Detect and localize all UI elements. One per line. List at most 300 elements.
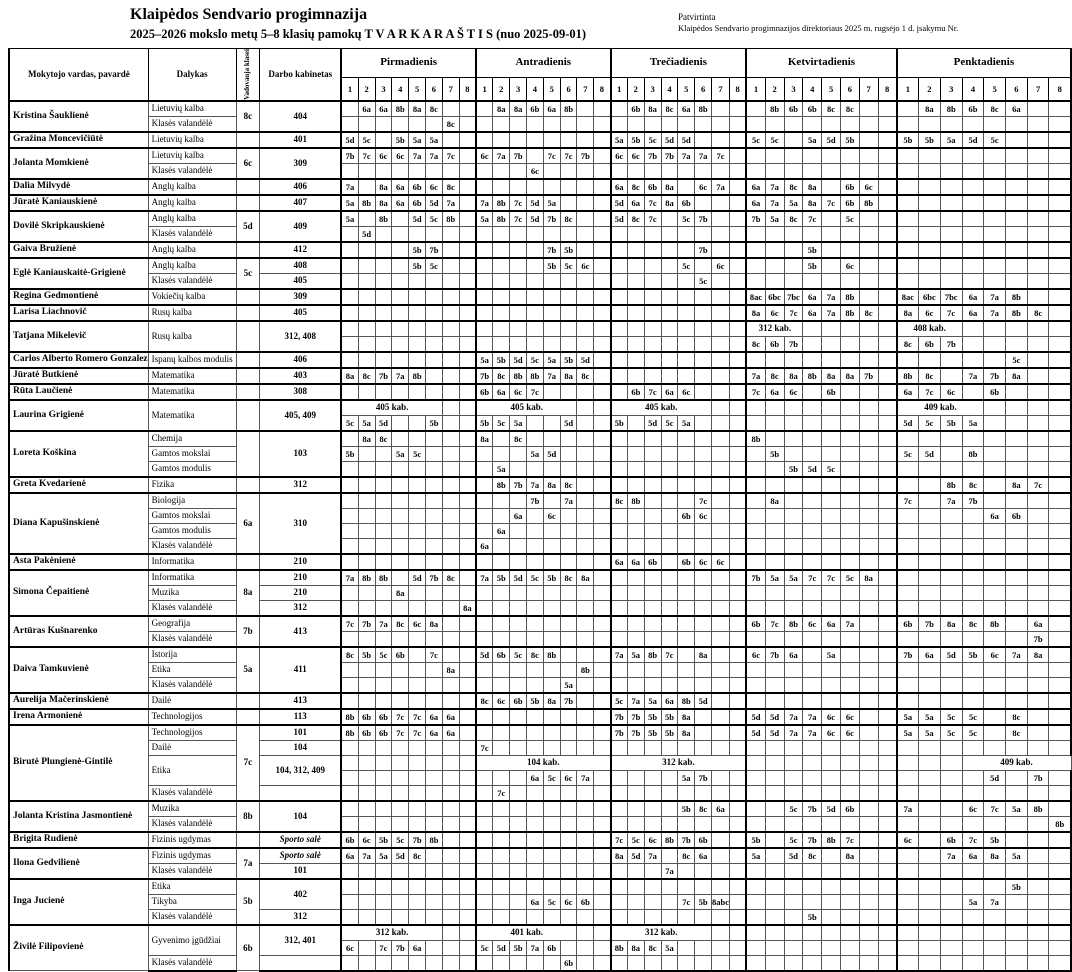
schedule-cell [746, 600, 765, 616]
schedule-cell [784, 677, 803, 693]
schedule-cell: 8b [358, 195, 375, 211]
schedule-cell [1049, 116, 1071, 132]
schedule-cell: 7b [627, 709, 644, 725]
schedule-cell [1049, 740, 1071, 755]
schedule-cell [627, 677, 644, 693]
schedule-cell [577, 415, 594, 431]
schedule-cell [822, 894, 841, 909]
schedule-cell [878, 755, 897, 770]
schedule-cell: 5c [746, 132, 765, 148]
schedule-cell [527, 258, 544, 274]
schedule-cell [476, 801, 493, 817]
schedule-cell [476, 101, 493, 117]
schedule-cell [712, 647, 730, 663]
schedule-cell [560, 132, 577, 148]
schedule-cell [392, 384, 409, 400]
schedule-cell [543, 709, 560, 725]
schedule-cell [1006, 832, 1028, 848]
schedule-cell [784, 493, 803, 509]
schedule-cell: 6b [409, 179, 426, 195]
schedule-cell [712, 336, 730, 352]
schedule-cell [341, 273, 358, 289]
schedule-cell [341, 493, 358, 509]
schedule-cell [476, 132, 493, 148]
schedule-cell [1006, 132, 1028, 148]
schedule-cell: 8b [543, 647, 560, 663]
schedule-cell [730, 400, 747, 416]
schedule-cell [661, 955, 678, 971]
schedule-cell [560, 647, 577, 663]
schedule-cell [878, 258, 897, 274]
schedule-cell [730, 538, 747, 554]
schedule-cell [897, 477, 919, 493]
schedule-cell [678, 321, 695, 337]
schedule-cell: 6c [375, 148, 392, 164]
schedule-cell [577, 211, 594, 227]
schedule-cell [493, 305, 510, 321]
schedule-cell [577, 832, 594, 848]
schedule-cell: 7b [661, 148, 678, 164]
schedule-cell [803, 755, 822, 770]
period-header: 7 [1027, 77, 1049, 101]
subject-cell: Lietuvių kalba [148, 101, 236, 117]
schedule-cell [1027, 848, 1049, 864]
schedule-cell [661, 909, 678, 925]
schedule-cell [1049, 321, 1071, 337]
schedule-cell: 5c [358, 132, 375, 148]
schedule-cell [712, 368, 730, 384]
schedule-cell [803, 955, 822, 971]
schedule-cell [878, 894, 897, 909]
schedule-cell [493, 600, 510, 616]
schedule-cell [661, 879, 678, 895]
schedule-cell [822, 740, 841, 755]
schedule-cell [476, 662, 493, 677]
schedule-cell [644, 909, 661, 925]
schedule-cell [803, 693, 822, 709]
schedule-cell [577, 101, 594, 117]
schedule-cell [510, 226, 527, 242]
schedule-cell [459, 368, 476, 384]
schedule-cell [426, 631, 443, 647]
schedule-cell [712, 431, 730, 447]
schedule-cell [840, 384, 859, 400]
schedule-cell [962, 384, 984, 400]
homeroom-class-cell [236, 384, 260, 400]
subject-cell: Fizinis ugdymas [148, 832, 236, 848]
room-label-cell: 409 kab. [962, 755, 1071, 770]
schedule-cell [560, 709, 577, 725]
schedule-cell: 5c [426, 211, 443, 227]
schedule-cell [822, 909, 841, 925]
schedule-cell [577, 493, 594, 509]
schedule-cell [341, 538, 358, 554]
subject-cell: Klasės valandėlė [148, 816, 236, 832]
schedule-cell [840, 321, 859, 337]
schedule-cell: 8a [897, 305, 919, 321]
schedule-cell [527, 801, 544, 817]
schedule-cell [840, 585, 859, 600]
schedule-cell [409, 816, 426, 832]
schedule-cell: 5d [803, 461, 822, 477]
schedule-cell [712, 321, 730, 337]
schedule-cell [459, 477, 476, 493]
schedule-cell [822, 179, 841, 195]
schedule-cell: 8a [510, 101, 527, 117]
teacher-name: Jolanta Kristina Jasmontienė [9, 801, 148, 832]
schedule-cell [1006, 585, 1028, 600]
schedule-cell: 6c [840, 709, 859, 725]
schedule-cell [962, 816, 984, 832]
schedule-cell [493, 770, 510, 785]
schedule-cell [644, 677, 661, 693]
subject-cell: Anglų kalba [148, 179, 236, 195]
schedule-cell: 7a [984, 305, 1006, 321]
schedule-cell [746, 477, 765, 493]
subject-cell: Klasės valandėlė [148, 863, 236, 879]
schedule-cell: 8c [962, 616, 984, 632]
schedule-cell [1049, 195, 1071, 211]
schedule-cell [712, 585, 730, 600]
schedule-cell [459, 415, 476, 431]
schedule-cell: 7a [984, 894, 1006, 909]
schedule-cell [765, 273, 784, 289]
schedule-cell [765, 585, 784, 600]
schedule-cell [878, 832, 897, 848]
schedule-cell [644, 321, 661, 337]
timetable-row [9, 585, 1071, 600]
schedule-cell [940, 600, 962, 616]
subject-cell: Anglų kalba [148, 258, 236, 274]
schedule-cell [784, 600, 803, 616]
schedule-cell [859, 400, 878, 416]
schedule-cell [962, 538, 984, 554]
schedule-cell [661, 211, 678, 227]
schedule-cell [409, 955, 426, 971]
timetable-row [9, 523, 1071, 538]
schedule-cell [644, 570, 661, 586]
schedule-cell [358, 662, 375, 677]
schedule-cell: 6b [358, 725, 375, 741]
schedule-cell [712, 163, 730, 179]
schedule-cell [878, 352, 897, 368]
schedule-cell: 7c [940, 305, 962, 321]
schedule-cell [940, 352, 962, 368]
homeroom-class-cell: 5d [236, 211, 260, 242]
schedule-cell [560, 508, 577, 523]
schedule-cell [940, 585, 962, 600]
schedule-cell [859, 693, 878, 709]
schedule-cell [730, 461, 747, 477]
timetable-row [9, 163, 1071, 179]
schedule-cell [984, 740, 1006, 755]
schedule-cell [712, 709, 730, 725]
schedule-cell: 7c [919, 384, 941, 400]
schedule-cell [409, 538, 426, 554]
schedule-cell: 8c [859, 305, 878, 321]
schedule-cell: 6c [577, 258, 594, 274]
schedule-cell [822, 600, 841, 616]
teacher-name: Jūratė Butkienė [9, 368, 148, 384]
schedule-cell [459, 554, 476, 570]
schedule-cell: 5b [661, 709, 678, 725]
schedule-cell [543, 585, 560, 600]
schedule-cell [627, 770, 644, 785]
schedule-cell [358, 461, 375, 477]
schedule-cell [784, 755, 803, 770]
schedule-cell: 5d [409, 570, 426, 586]
schedule-cell [962, 909, 984, 925]
schedule-cell [730, 693, 747, 709]
schedule-cell [897, 662, 919, 677]
schedule-cell [611, 116, 628, 132]
schedule-cell [1049, 662, 1071, 677]
schedule-cell: 8a [409, 101, 426, 117]
schedule-cell [784, 400, 803, 416]
schedule-cell [984, 693, 1006, 709]
schedule-cell [730, 132, 747, 148]
schedule-cell: 6b [962, 101, 984, 117]
page-subtitle: 2025–2026 mokslo metų 5–8 klasių pamokų T V A R K A R A Š T I S (nuo 2025-09-01) [130, 27, 587, 41]
schedule-cell [358, 740, 375, 755]
schedule-cell [409, 755, 426, 770]
schedule-cell [746, 770, 765, 785]
schedule-cell [426, 801, 443, 817]
schedule-cell [784, 226, 803, 242]
schedule-cell [712, 289, 730, 305]
schedule-cell: 8c [627, 211, 644, 227]
schedule-cell [594, 321, 611, 337]
schedule-cell [984, 336, 1006, 352]
schedule-cell: 5a [426, 132, 443, 148]
schedule-cell [459, 709, 476, 725]
schedule-cell [822, 163, 841, 179]
schedule-cell [644, 863, 661, 879]
schedule-cell [594, 709, 611, 725]
schedule-cell: 8c [426, 101, 443, 117]
schedule-cell [644, 368, 661, 384]
schedule-cell: 8a [1027, 647, 1049, 663]
schedule-cell [878, 400, 897, 416]
schedule-cell [897, 740, 919, 755]
schedule-cell: 7c [840, 832, 859, 848]
schedule-cell [476, 894, 493, 909]
homeroom-class-cell [236, 179, 260, 195]
schedule-cell [594, 647, 611, 663]
schedule-cell [859, 585, 878, 600]
schedule-cell [919, 570, 941, 586]
homeroom-class-cell [236, 400, 260, 431]
timetable-row [9, 693, 1071, 709]
schedule-cell [644, 273, 661, 289]
teacher-name: Ilona Gedvilienė [9, 848, 148, 879]
schedule-cell [459, 677, 476, 693]
period-header: 7 [859, 77, 878, 101]
schedule-cell [644, 431, 661, 447]
schedule-cell [341, 585, 358, 600]
timetable-row [9, 616, 1071, 632]
room-cell: 406 [260, 179, 342, 195]
schedule-cell [543, 321, 560, 337]
schedule-cell [730, 940, 747, 955]
schedule-cell [859, 538, 878, 554]
schedule-cell [577, 538, 594, 554]
schedule-cell [897, 631, 919, 647]
schedule-cell [840, 863, 859, 879]
schedule-cell: 5a [476, 352, 493, 368]
schedule-cell [611, 863, 628, 879]
schedule-cell [840, 493, 859, 509]
schedule-cell [822, 585, 841, 600]
schedule-cell: 6c [712, 258, 730, 274]
schedule-cell [984, 538, 1006, 554]
schedule-cell [1049, 384, 1071, 400]
schedule-cell [442, 493, 459, 509]
approval-note [678, 12, 958, 34]
room-cell: 312, 408 [260, 321, 342, 352]
schedule-cell: 5a [678, 770, 695, 785]
schedule-cell [765, 755, 784, 770]
schedule-cell: 7c [765, 616, 784, 632]
schedule-cell [409, 647, 426, 663]
schedule-cell [746, 693, 765, 709]
schedule-cell: 6b [644, 179, 661, 195]
schedule-cell: 6a [409, 940, 426, 955]
schedule-cell [560, 179, 577, 195]
schedule-cell [859, 631, 878, 647]
schedule-cell [859, 600, 878, 616]
schedule-cell [510, 461, 527, 477]
timetable-row [9, 647, 1071, 663]
schedule-cell [661, 163, 678, 179]
schedule-cell [459, 273, 476, 289]
page-header [0, 0, 1072, 48]
schedule-cell [594, 909, 611, 925]
schedule-cell [644, 461, 661, 477]
schedule-cell: 7b [611, 709, 628, 725]
schedule-cell: 5b [611, 415, 628, 431]
schedule-cell: 8b [1049, 816, 1071, 832]
schedule-cell [1027, 662, 1049, 677]
schedule-cell [1006, 955, 1028, 971]
schedule-cell [409, 305, 426, 321]
schedule-cell [476, 770, 493, 785]
teacher-name: Loreta Koškina [9, 431, 148, 477]
schedule-cell [577, 226, 594, 242]
schedule-cell: 6c [840, 258, 859, 274]
schedule-cell [840, 894, 859, 909]
schedule-cell [712, 785, 730, 801]
schedule-cell [940, 770, 962, 785]
subject-cell: Klasės valandėlė [148, 163, 236, 179]
schedule-cell [678, 179, 695, 195]
schedule-cell [822, 662, 841, 677]
schedule-cell [375, 336, 392, 352]
schedule-cell [984, 677, 1006, 693]
timetable-row [9, 493, 1071, 509]
schedule-cell [746, 163, 765, 179]
schedule-cell: 8c [840, 101, 859, 117]
schedule-cell [543, 662, 560, 677]
schedule-cell [358, 493, 375, 509]
schedule-cell [409, 740, 426, 755]
schedule-cell [678, 600, 695, 616]
schedule-cell [878, 368, 897, 384]
schedule-cell [940, 163, 962, 179]
schedule-cell [712, 384, 730, 400]
schedule-cell: 8c [510, 431, 527, 447]
schedule-cell [577, 321, 594, 337]
schedule-cell: 5a [1006, 848, 1028, 864]
schedule-cell [784, 662, 803, 677]
schedule-cell [358, 508, 375, 523]
schedule-cell [527, 863, 544, 879]
schedule-cell [803, 785, 822, 801]
timetable-row [9, 740, 1071, 755]
schedule-cell [803, 925, 822, 941]
schedule-cell [765, 352, 784, 368]
schedule-cell [730, 226, 747, 242]
schedule-cell [493, 848, 510, 864]
schedule-cell [897, 116, 919, 132]
schedule-cell [627, 785, 644, 801]
schedule-cell [426, 461, 443, 477]
schedule-cell: 7a [341, 179, 358, 195]
schedule-cell [409, 693, 426, 709]
schedule-cell: 8c [560, 211, 577, 227]
schedule-cell: 5a [803, 132, 822, 148]
schedule-cell [409, 554, 426, 570]
schedule-cell [919, 523, 941, 538]
schedule-cell [730, 305, 747, 321]
schedule-cell: 5a [962, 894, 984, 909]
schedule-cell: 7a [803, 709, 822, 725]
schedule-cell [442, 816, 459, 832]
schedule-cell [594, 879, 611, 895]
schedule-cell [459, 816, 476, 832]
schedule-cell [375, 289, 392, 305]
schedule-cell [527, 709, 544, 725]
schedule-cell [803, 493, 822, 509]
schedule-cell [644, 894, 661, 909]
schedule-cell [543, 493, 560, 509]
schedule-cell [1049, 600, 1071, 616]
schedule-cell [510, 785, 527, 801]
schedule-cell: 6a [611, 554, 628, 570]
schedule-cell [1006, 415, 1028, 431]
schedule-cell [476, 116, 493, 132]
schedule-cell [919, 258, 941, 274]
schedule-cell [803, 273, 822, 289]
schedule-cell [765, 925, 784, 941]
schedule-cell [919, 273, 941, 289]
schedule-cell: 5b [695, 894, 712, 909]
schedule-cell [560, 909, 577, 925]
schedule-cell: 7b [644, 148, 661, 164]
schedule-cell: 5c [476, 940, 493, 955]
homeroom-class-cell: 5c [236, 258, 260, 289]
schedule-cell: 6c [543, 508, 560, 523]
schedule-cell [577, 384, 594, 400]
schedule-cell: 8a [543, 693, 560, 709]
schedule-cell [730, 554, 747, 570]
schedule-cell [594, 289, 611, 305]
schedule-cell [803, 321, 822, 337]
schedule-cell [375, 600, 392, 616]
schedule-cell [510, 770, 527, 785]
schedule-cell [1006, 116, 1028, 132]
schedule-cell: 6b [695, 832, 712, 848]
